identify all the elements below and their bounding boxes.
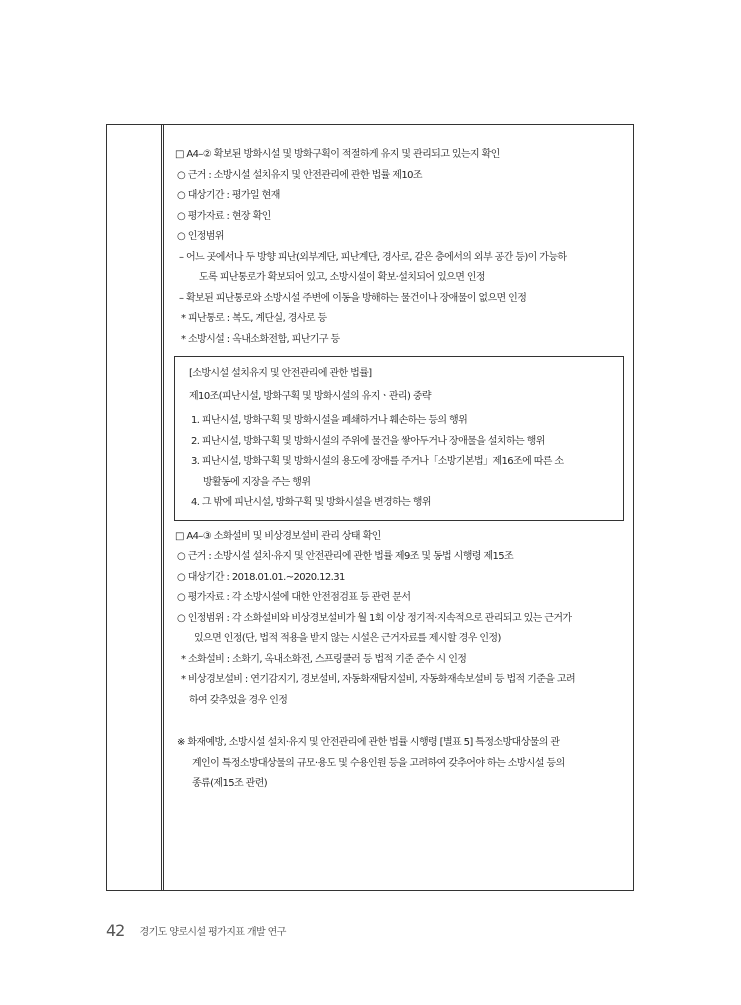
content-frame xyxy=(106,124,634,891)
a4-3-star-2-cont: 하여 갖추었을 경우 인정 xyxy=(189,694,288,706)
a4-3-scope-cont: 있으면 인정(단, 법적 적용을 받지 않는 시설은 근거자료를 제시할 경우 인정) xyxy=(194,633,501,644)
a4-2-material: ○ 평가자료 : 현장 확인 xyxy=(177,210,271,222)
footer-doc-title: 경기도 양로시설 평가지표 개발 연구 xyxy=(139,927,286,938)
a4-3-period: ○ 대상기간 : 2018.01.01.~2020.12.31 xyxy=(177,571,345,583)
content-body xyxy=(173,145,628,795)
a4-3-note-cont-2: 종류(제15조 관련) xyxy=(192,778,268,789)
a4-2-dash-1-cont: 도록 피난통로가 확보되어 있고, 소방시설이 확보‧설치되어 있으면 인정 xyxy=(199,272,485,283)
law-excerpt-box xyxy=(174,356,624,521)
a4-3-star-1: * 소화설비 : 소화기, 옥내소화전, 스프링쿨러 등 법적 기준 준수 시 인정 xyxy=(181,653,467,665)
a4-2-basis: ○ 근거 : 소방시설 설치유지 및 안전관리에 관한 법률 제10조 xyxy=(177,169,422,181)
left-column xyxy=(107,125,164,890)
a4-3-scope: ○ 인정범위 : 각 소화설비와 비상경보설비가 월 1회 이상 정기적‧지속적으로 관리되고 있는 근거가 xyxy=(177,612,572,624)
section-a4-2-title: □ A4–② 확보된 방화시설 및 방화구획이 적절하게 유지 및 관리되고 있는지 확인 xyxy=(175,149,500,160)
a4-2-star-2: * 소방시설 : 옥내소화전함, 피난기구 등 xyxy=(181,333,340,345)
page-number: 42 xyxy=(106,921,125,940)
page-footer xyxy=(106,921,286,940)
law-box-title: [소방시설 설치유지 및 안전관리에 관한 법률] xyxy=(189,368,372,379)
a4-3-material: ○ 평가자료 : 각 소방시설에 대한 안전점검표 등 관련 문서 xyxy=(177,592,411,603)
law-box-item-4: 4. 그 밖에 피난시설, 방화구획 및 방화시설을 변경하는 행위 xyxy=(191,497,431,508)
law-box-item-3-cont: 방활동에 지장을 주는 행위 xyxy=(203,476,311,488)
a4-3-note-cont-1: 계인이 특정소방대상물의 규모‧용도 및 수용인원 등을 고려하여 갖추어야 하는 소방시설 등의 xyxy=(192,757,565,769)
a4-2-star-1: * 피난통로 : 복도, 계단실, 경사로 등 xyxy=(181,313,327,324)
a4-3-note: ※ 화재예방, 소방시설 설치‧유지 및 안전관리에 관한 법률 시행령 [별표 5] 특정소방대상물의 관 xyxy=(177,737,560,748)
section-a4-3-title: □ A4–③ 소화설비 및 비상경보설비 관리 상태 확인 xyxy=(175,530,381,542)
a4-2-dash-2: – 확보된 피난통로와 소방시설 주변에 이동을 방해하는 물건이나 장애물이 없으면 인정 xyxy=(179,292,527,304)
law-box-item-1: 1. 피난시설, 방화구획 및 방화시설을 폐쇄하거나 훼손하는 등의 행위 xyxy=(191,415,468,426)
a4-2-dash-1: – 어느 곳에서나 두 방향 피난(외부계단, 피난계단, 경사로, 같은 층에서의 외부 공간 등)이 가능하 xyxy=(179,251,567,263)
a4-2-period: ○ 대상기간 : 평가일 현재 xyxy=(177,190,280,201)
a4-3-basis: ○ 근거 : 소방시설 설치‧유지 및 안전관리에 관한 법률 제9조 및 동법 시행령 제15조 xyxy=(177,551,514,562)
law-box-item-2: 2. 피난시설, 방화구획 및 방화시설의 주위에 물건을 쌓아두거나 장애물을 설치하는 행위 xyxy=(191,435,545,447)
law-box-item-3: 3. 피난시설, 방화구획 및 방화시설의 용도에 장애를 주거나「소방기본법」제16조에 따른 소 xyxy=(191,456,564,467)
a4-2-scope: ○ 인정범위 xyxy=(177,231,224,242)
law-box-subtitle: 제10조(피난시설, 방화구획 및 방화시설의 유지ㆍ관리) 중략 xyxy=(189,390,431,402)
a4-3-star-2: * 비상경보설비 : 연기감지기, 경보설비, 자동화재탐지설비, 자동화재속보설비 등 법적 기준을 고려 xyxy=(181,674,576,685)
